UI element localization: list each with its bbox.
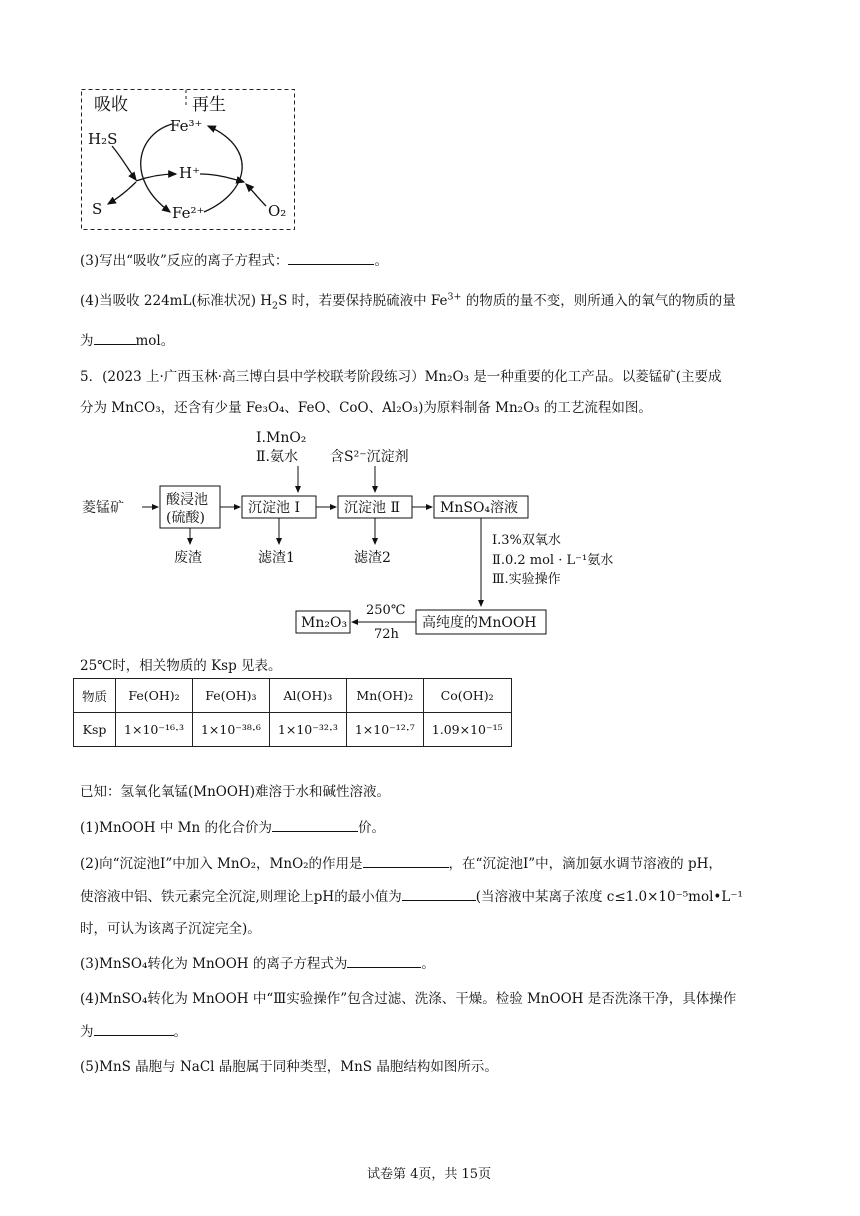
acid-leach-label: 酸浸池 — [166, 492, 208, 508]
ksp-value-cell: 1×10⁻¹⁶·³ — [116, 713, 193, 747]
arc-fe3-to-fe2 — [141, 124, 172, 212]
q4-text-b: S 时，若要保持脱硫液中 Fe — [278, 293, 448, 309]
redox-cycle-diagram — [80, 88, 300, 233]
mn2o3-label: Mn₂O₃ — [301, 615, 348, 631]
question-5-4-line1: (4)MnSO₄转化为 MnOOH 中“Ⅲ实验操作”包含过滤、洗涤、干燥。检验 MnOOH 是否洗涤干净，具体操作 — [80, 991, 737, 1007]
reagent-mno2: Ⅰ.MnO₂ — [256, 430, 307, 446]
ksp-value-cell: Ksp — [74, 713, 116, 747]
question-5-2-line2 — [80, 885, 743, 905]
question-5-4-line2 — [80, 1020, 187, 1040]
h2s-label: H₂S — [88, 130, 118, 148]
ksp-value-cell: 1×10⁻³²·³ — [269, 713, 346, 747]
question-4-line1 — [80, 289, 736, 312]
ksp-header-cell: Mn(OH)₂ — [346, 679, 423, 713]
q5-3-text: (3)MnSO₄转化为 MnOOH 的离子方程式为 — [80, 956, 348, 972]
o2-label: O₂ — [268, 202, 287, 220]
arrow-h2s-in — [112, 146, 136, 180]
q5-1-text: (1)MnOOH 中 Mn 的化合价为 — [80, 820, 272, 836]
question-5-1 — [80, 816, 385, 836]
q4-text-a: (4)当吸收 224mL(标准状况) H — [80, 293, 273, 309]
process-flow-diagram — [78, 420, 638, 642]
ksp-value-row — [74, 713, 512, 747]
ksp-header-cell: Co(OH)₂ — [423, 679, 511, 713]
q5-2-text-b: ，在“沉淀池Ⅰ”中，滴加氨水调节溶液的 pH， — [448, 856, 722, 872]
h-plus-label: H⁺ — [179, 164, 200, 182]
precip-tank-2-label: 沉淀池 Ⅱ — [344, 500, 400, 516]
waste-residue: 废渣 — [174, 550, 202, 566]
known-note: 已知：氢氧化氧锰(MnOOH)难溶于水和碱性溶液。 — [80, 784, 390, 800]
filter-residue-1: 滤渣1 — [258, 550, 295, 566]
region-regen-label: 再生 — [192, 95, 226, 115]
ksp-intro: 25℃时，相关物质的 Ksp 见表。 — [80, 658, 282, 674]
q5-4-tail: 。 — [173, 1024, 187, 1040]
problem5-line2: 分为 MnCO₃，还含有少量 Fe₃O₄、FeO、CoO、Al₂O₃)为原料制备 Mn₂O₃ 的工艺流程如图。 — [80, 400, 652, 416]
step-ammonia: Ⅱ.0.2 mol · L⁻¹氨水 — [492, 553, 614, 568]
filter-residue-2: 滤渣2 — [354, 550, 391, 566]
fe2-label: Fe²⁺ — [172, 204, 205, 222]
q4-answer-blank[interactable] — [94, 343, 136, 345]
reagent-ammonia: Ⅱ.氨水 — [256, 449, 298, 465]
question-5-3 — [80, 952, 435, 972]
question-4-line2 — [80, 329, 174, 349]
ksp-header-cell: Al(OH)₃ — [269, 679, 346, 713]
q4-text-d: 为 — [80, 333, 94, 349]
arrow-s-out — [108, 182, 136, 204]
condition-time: 72h — [374, 627, 399, 642]
question-3 — [80, 249, 388, 269]
arc-fe2-to-fe3 — [204, 126, 242, 212]
ksp-header-cell: Fe(OH)₂ — [116, 679, 193, 713]
page-footer: 试卷第 4页，共 15页 — [367, 1167, 492, 1182]
arrow-h-in — [200, 174, 244, 182]
ksp-header-cell: Fe(OH)₃ — [192, 679, 269, 713]
ksp-table — [73, 678, 512, 747]
q3-answer-blank[interactable] — [288, 263, 374, 265]
q5-3-tail: 。 — [421, 956, 435, 972]
region-absorb-label: 吸收 — [94, 95, 128, 115]
question-5-5: (5)MnS 晶胞与 NaCl 晶胞属于同种类型，MnS 晶胞结构如图所示。 — [80, 1059, 498, 1075]
ksp-value-cell: 1×10⁻¹²·⁷ — [346, 713, 423, 747]
ksp-header-row — [74, 679, 512, 713]
q5-1-answer-blank[interactable] — [272, 830, 358, 832]
q3-text: (3)写出“吸收”反应的离子方程式： — [80, 253, 289, 269]
reagent-sulfide: 含S²⁻沉淀剂 — [330, 449, 409, 465]
mnooh-label: 高纯度的MnOOH — [422, 615, 537, 631]
q4-sub: 2 — [272, 300, 279, 312]
ksp-header-cell: 物质 — [74, 679, 116, 713]
q5-2-answer-blank-1[interactable] — [363, 866, 449, 868]
q4-text-c: 的物质的量不变，则所通入的氧气的物质的量 — [461, 293, 736, 309]
ksp-value-cell: 1.09×10⁻¹⁵ — [423, 713, 511, 747]
condition-temperature: 250℃ — [366, 603, 406, 618]
acid-leach-sub-label: (硫酸) — [166, 510, 205, 526]
problem5-line1: 5．(2023 上·广西玉林·高三博白县中学校联考阶段练习）Mn₂O₃ 是一种重要的化工产品。以菱锰矿(主要成 — [80, 369, 722, 385]
precip-tank-1-label: 沉淀池 Ⅰ — [248, 500, 300, 516]
question-5-2-line1 — [80, 852, 722, 872]
q5-2-text-a: (2)向“沉淀池Ⅰ”中加入 MnO₂，MnO₂的作用是 — [80, 856, 363, 872]
q5-2-answer-blank-2[interactable] — [402, 899, 476, 901]
raw-material-label: 菱锰矿 — [82, 500, 124, 516]
s-label: S — [92, 200, 103, 218]
step-operation: Ⅲ.实验操作 — [492, 572, 561, 587]
q4-text-e: mol。 — [135, 333, 175, 349]
q5-4-answer-blank[interactable] — [94, 1034, 174, 1036]
step-h2o2: Ⅰ.3%双氧水 — [492, 533, 561, 548]
arrow-o2-in — [246, 184, 266, 206]
q5-2-text-d: (当溶液中某离子浓度 c≤1.0×10⁻⁵mol•L⁻¹ — [475, 889, 743, 905]
question-5-2-line3: 时，可认为该离子沉淀完全)。 — [80, 921, 261, 937]
q5-3-answer-blank[interactable] — [347, 966, 421, 968]
q5-1-tail: 价。 — [357, 820, 385, 836]
fe3-label: Fe³⁺ — [170, 117, 203, 135]
q5-2-text-c: 使溶液中铝、铁元素完全沉淀,则理论上pH的最小值为 — [80, 889, 402, 905]
q5-4-text-a: 为 — [80, 1024, 94, 1040]
q3-tail: 。 — [374, 253, 388, 269]
q4-sup: 3+ — [447, 291, 462, 303]
ksp-value-cell: 1×10⁻³⁸·⁶ — [192, 713, 269, 747]
mnso4-solution-label: MnSO₄溶液 — [440, 500, 519, 516]
